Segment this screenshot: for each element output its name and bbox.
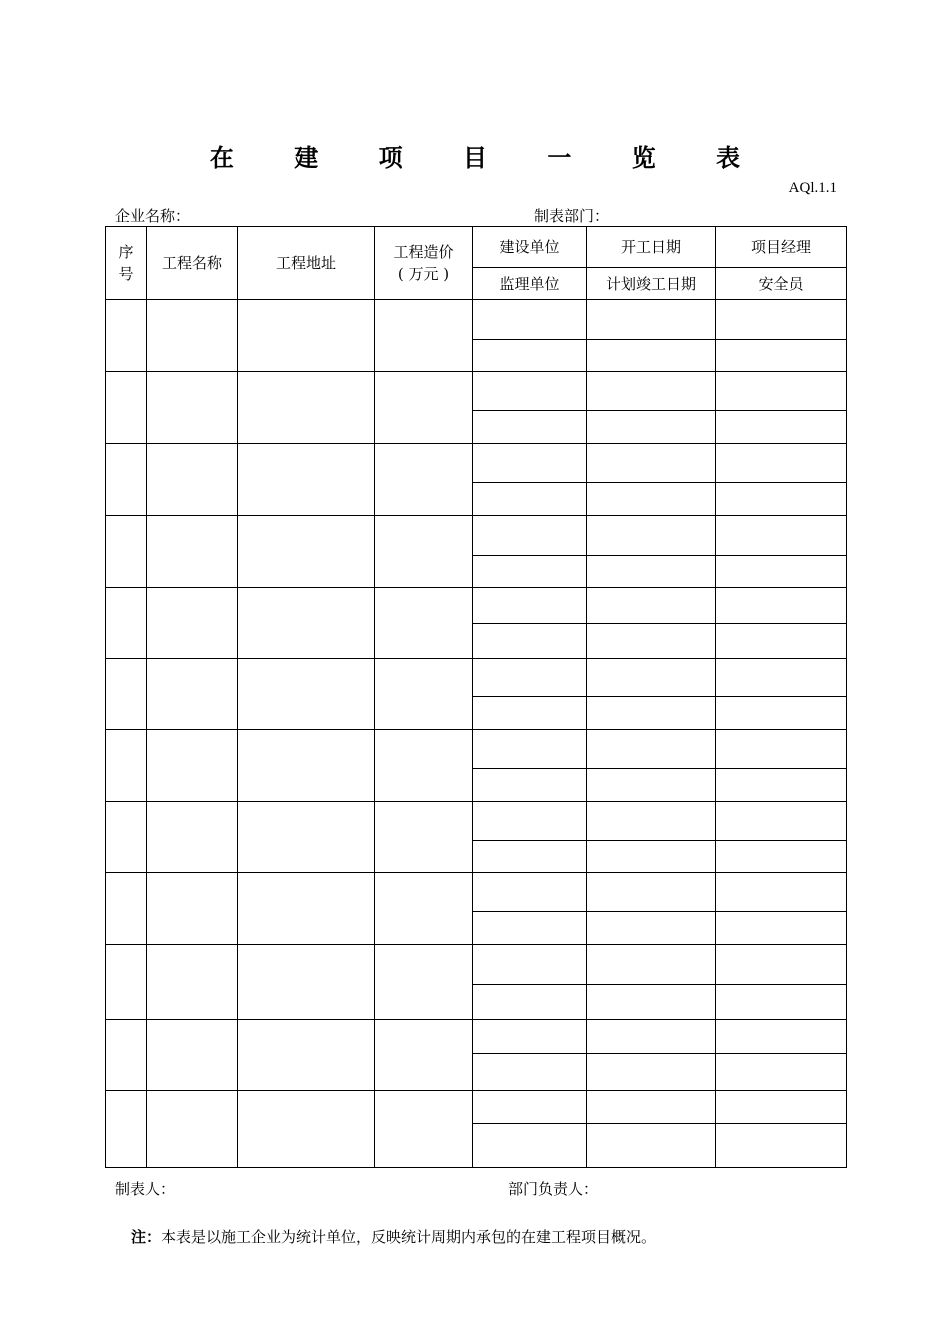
cell-project-name[interactable]	[147, 372, 238, 444]
cell-planned-completion[interactable]	[587, 697, 716, 730]
cell-project-address[interactable]	[238, 444, 375, 516]
cell-safety-officer[interactable]	[716, 769, 847, 802]
cell-planned-completion[interactable]	[587, 483, 716, 516]
cell-construction-unit[interactable]	[473, 945, 587, 985]
cell-project-name[interactable]	[147, 1020, 238, 1091]
cell-supervision-unit[interactable]	[473, 1054, 587, 1091]
cell-safety-officer[interactable]	[716, 624, 847, 659]
cell-seq[interactable]	[106, 730, 147, 802]
cell-supervision-unit[interactable]	[473, 1124, 587, 1168]
cell-project-manager[interactable]	[716, 1020, 847, 1054]
cell-start-date[interactable]	[587, 588, 716, 624]
cell-cost[interactable]	[375, 730, 473, 802]
cell-start-date[interactable]	[587, 1020, 716, 1054]
header-project-address: 工程地址	[238, 227, 375, 300]
cell-supervision-unit[interactable]	[473, 483, 587, 516]
table-row	[106, 659, 847, 697]
cell-seq[interactable]	[106, 444, 147, 516]
cell-safety-officer[interactable]	[716, 841, 847, 873]
cell-supervision-unit[interactable]	[473, 912, 587, 945]
cell-safety-officer[interactable]	[716, 1124, 847, 1168]
cell-project-address[interactable]	[238, 1091, 375, 1168]
cell-project-manager[interactable]	[716, 802, 847, 841]
cell-project-name[interactable]	[147, 1091, 238, 1168]
table-row	[106, 1020, 847, 1054]
cell-construction-unit[interactable]	[473, 444, 587, 483]
cell-supervision-unit[interactable]	[473, 340, 587, 372]
cell-planned-completion[interactable]	[587, 985, 716, 1020]
cell-project-address[interactable]	[238, 588, 375, 659]
cell-cost[interactable]	[375, 1091, 473, 1168]
cell-cost[interactable]	[375, 659, 473, 730]
cell-cost[interactable]	[375, 873, 473, 945]
cell-cost[interactable]	[375, 444, 473, 516]
cell-seq[interactable]	[106, 300, 147, 372]
header-safety-officer: 安全员	[716, 268, 847, 300]
cell-cost[interactable]	[375, 300, 473, 372]
cell-project-address[interactable]	[238, 516, 375, 588]
preparer-label: 制表人：	[115, 1180, 176, 1198]
cell-planned-completion[interactable]	[587, 769, 716, 802]
cell-supervision-unit[interactable]	[473, 697, 587, 730]
table-row	[106, 802, 847, 841]
cell-project-name[interactable]	[147, 945, 238, 1020]
cell-project-address[interactable]	[238, 1020, 375, 1091]
cell-construction-unit[interactable]	[473, 588, 587, 624]
cell-start-date[interactable]	[587, 444, 716, 483]
table-row	[106, 444, 847, 483]
cell-cost[interactable]	[375, 588, 473, 659]
cell-cost[interactable]	[375, 945, 473, 1020]
table-row	[106, 730, 847, 769]
cell-safety-officer[interactable]	[716, 985, 847, 1020]
cell-seq[interactable]	[106, 802, 147, 873]
header-project-manager: 项目经理	[716, 227, 847, 268]
table-row	[106, 516, 847, 556]
cell-seq[interactable]	[106, 372, 147, 444]
cell-supervision-unit[interactable]	[473, 769, 587, 802]
cell-cost[interactable]	[375, 1020, 473, 1091]
cell-seq[interactable]	[106, 659, 147, 730]
cell-supervision-unit[interactable]	[473, 411, 587, 444]
table-row	[106, 945, 847, 985]
cell-safety-officer[interactable]	[716, 697, 847, 730]
header-seq: 序 号	[106, 227, 147, 300]
note-prefix: 注：	[131, 1228, 162, 1246]
cell-cost[interactable]	[375, 372, 473, 444]
cell-project-manager[interactable]	[716, 873, 847, 912]
cell-project-name[interactable]	[147, 802, 238, 873]
header-construction-unit: 建设单位	[473, 227, 587, 268]
cell-start-date[interactable]	[587, 873, 716, 912]
cell-planned-completion[interactable]	[587, 624, 716, 659]
cell-planned-completion[interactable]	[587, 912, 716, 945]
cell-planned-completion[interactable]	[587, 1124, 716, 1168]
cell-project-manager[interactable]	[716, 1091, 847, 1124]
cell-project-name[interactable]	[147, 444, 238, 516]
cell-project-address[interactable]	[238, 730, 375, 802]
cell-project-address[interactable]	[238, 873, 375, 945]
cell-project-manager[interactable]	[716, 444, 847, 483]
table-row	[106, 873, 847, 912]
project-table	[105, 226, 847, 1168]
cell-supervision-unit[interactable]	[473, 556, 587, 588]
form-code: AQl.1.1	[788, 180, 837, 196]
cell-start-date[interactable]	[587, 1091, 716, 1124]
cell-start-date[interactable]	[587, 516, 716, 556]
cell-project-name[interactable]	[147, 588, 238, 659]
header-planned-completion: 计划竣工日期	[587, 268, 716, 300]
cell-project-address[interactable]	[238, 372, 375, 444]
cell-start-date[interactable]	[587, 372, 716, 411]
table-row	[106, 1091, 847, 1124]
cell-construction-unit[interactable]	[473, 873, 587, 912]
cell-project-manager[interactable]	[716, 372, 847, 411]
cell-project-name[interactable]	[147, 516, 238, 588]
cell-construction-unit[interactable]	[473, 1091, 587, 1124]
header-start-date: 开工日期	[587, 227, 716, 268]
cell-start-date[interactable]	[587, 945, 716, 985]
cell-cost[interactable]	[375, 802, 473, 873]
cell-start-date[interactable]	[587, 730, 716, 769]
cell-project-name[interactable]	[147, 659, 238, 730]
cell-project-address[interactable]	[238, 802, 375, 873]
cell-project-manager[interactable]	[716, 945, 847, 985]
cell-construction-unit[interactable]	[473, 730, 587, 769]
cell-cost[interactable]	[375, 516, 473, 588]
cell-start-date[interactable]	[587, 802, 716, 841]
cell-project-name[interactable]	[147, 300, 238, 372]
cell-seq[interactable]	[106, 516, 147, 588]
table-row	[106, 300, 847, 340]
cell-project-name[interactable]	[147, 730, 238, 802]
cell-project-manager[interactable]	[716, 300, 847, 340]
cell-construction-unit[interactable]	[473, 1020, 587, 1054]
cell-planned-completion[interactable]	[587, 411, 716, 444]
cell-safety-officer[interactable]	[716, 1054, 847, 1091]
table-row	[106, 588, 847, 624]
cell-supervision-unit[interactable]	[473, 841, 587, 873]
cell-construction-unit[interactable]	[473, 300, 587, 340]
cell-construction-unit[interactable]	[473, 516, 587, 556]
cell-project-manager[interactable]	[716, 730, 847, 769]
cell-planned-completion[interactable]	[587, 556, 716, 588]
cell-start-date[interactable]	[587, 659, 716, 697]
cell-planned-completion[interactable]	[587, 340, 716, 372]
cell-project-address[interactable]	[238, 945, 375, 1020]
company-name-label: 企业名称：	[115, 207, 191, 225]
cell-project-address[interactable]	[238, 659, 375, 730]
cell-safety-officer[interactable]	[716, 912, 847, 945]
cell-supervision-unit[interactable]	[473, 985, 587, 1020]
cell-start-date[interactable]	[587, 300, 716, 340]
page-title: 在 建 项 目 一 览 表	[209, 144, 767, 172]
footnote	[131, 1226, 656, 1247]
header-project-name: 工程名称	[147, 227, 238, 300]
cell-seq[interactable]	[106, 873, 147, 945]
dept-label: 制表部门：	[534, 207, 610, 225]
cell-safety-officer[interactable]	[716, 556, 847, 588]
cell-planned-completion[interactable]	[587, 1054, 716, 1091]
cell-project-manager[interactable]	[716, 516, 847, 556]
cell-safety-officer[interactable]	[716, 411, 847, 444]
cell-project-manager[interactable]	[716, 588, 847, 624]
dept-head-label: 部门负责人：	[508, 1180, 599, 1198]
cell-construction-unit[interactable]	[473, 372, 587, 411]
header-cost: 工程造价 ( 万元 )	[375, 227, 473, 300]
cell-seq[interactable]	[106, 588, 147, 659]
cell-supervision-unit[interactable]	[473, 624, 587, 659]
cell-planned-completion[interactable]	[587, 841, 716, 873]
cell-seq[interactable]	[106, 1091, 147, 1168]
cell-safety-officer[interactable]	[716, 483, 847, 516]
cell-seq[interactable]	[106, 1020, 147, 1091]
cell-safety-officer[interactable]	[716, 340, 847, 372]
header-supervision-unit: 监理单位	[473, 268, 587, 300]
cell-project-name[interactable]	[147, 873, 238, 945]
table-row	[106, 372, 847, 411]
cell-project-manager[interactable]	[716, 659, 847, 697]
cell-project-address[interactable]	[238, 300, 375, 372]
cell-construction-unit[interactable]	[473, 659, 587, 697]
cell-construction-unit[interactable]	[473, 802, 587, 841]
cell-seq[interactable]	[106, 945, 147, 1020]
note-text: 本表是以施工企业为统计单位，反映统计周期内承包的在建工程项目概况。	[161, 1228, 657, 1246]
